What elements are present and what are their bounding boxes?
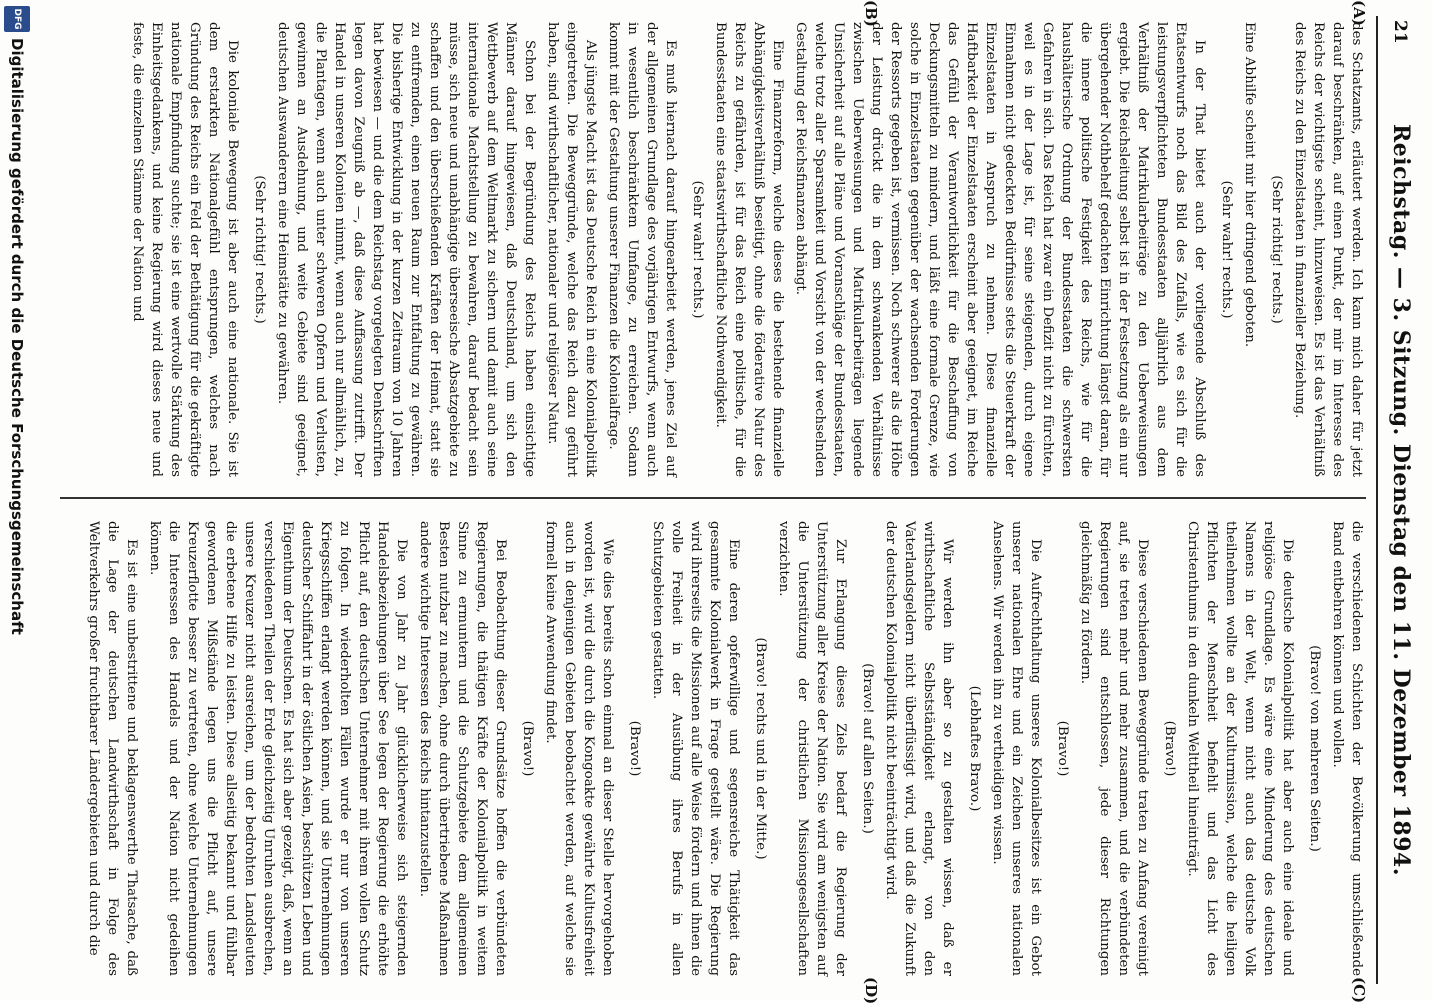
interjection: (Sehr richtig! rechts.) (252, 175, 267, 324)
paragraph: Als jüngste Macht ist das Deutsche Reich in eine Kolonialpolitik eingetreten. Die Beweggründe, welche das Reich dazu geführt haben, sind wirthschaftlicher, nationaler und religiöser Natur. (545, 22, 598, 477)
interjection: (Bravo! von mehreren Seiten.) (1307, 645, 1322, 852)
margin-mark-b: (B) (862, 0, 880, 27)
interjection: (Bravo!) (627, 720, 642, 777)
paragraph: Schon bei der Begründung des Reichs haben einsichtige Männer darauf hingewiesen, daß Deutschland, um sich den Wettbewerb auf dem Weltmarkt zu sichern und damit auch seine internationale Machtstellung zu bewahren, darauf bedacht sein müsse, sich neue und unabhängige überseeische Absatzgebiete zu schaffen und den überschießenden Kräften der Heimat, statt sie zu entfremden, einen neuen Raum zur Entfaltung zu gewähren. Die bisherige Entwicklung in der kurzen Zeitraum von 10 Jahren hat bewiesen — und die dem Reichstag vorgelegten Denkschriften legen davon Zeugniß ab —, daß diese Auffassung zutrifft. Der Handel in unseren Kolonien nimmt, wenn auch nur allmählich, zu, die Plantagen, wenn auch unter schweren Opfern und Verlusten, gewinnen an Ausdehnung, und weite Gebiete sind geeignet, deutschen Auswanderern eine Heimstätte zu gewähren. (275, 22, 537, 477)
paragraph: Die deutsche Kolonialpolitik hat aber auch eine ideale und religiöse Grundlage. Es wäre eine Minderung des deutschen Namens in der Welt, wenn nicht auch das deutsche Volk theilnehmen wollte an der Kulturmission, welche die heiligen Pflichten der Menschheit befiehlt und das Licht des Christenthums in den dunkeln Welttheil hineinträgt. (1185, 521, 1295, 976)
page-header (1374, 0, 1432, 1000)
margin-mark-c: (C) (1350, 977, 1368, 1004)
header-rule (1376, 16, 1378, 984)
interjection: (Sehr wahr! rechts.) (1219, 180, 1234, 319)
paragraph: Es muß hiernach darauf hingearbeitet werden, jenes Ziel auf der allgemeinen Grundlage des vorjährigen Entwurfs, wenn auch in wesentlich beschränktem Umfange, zu erreichen. Sodann kommt mit der Gestaltung unserer Finanzen die Kolonialfrage. (606, 22, 678, 477)
paragraph: Die koloniale Bewegung ist aber auch eine nationale. Sie ist dem erstarkten Nationalgefühl entsprungen, welches nach Gründung des Reichs ein Feld der Bethätigung für die gekräftigte nationale Empfindung suchte; sie ist eine wertvolle Stärkung des Einheitsgedankens, und keine Regierung wird dieses neue und feste, die einzelnen Stämme der Nation und (130, 22, 240, 477)
interjection: (Bravo!) (1162, 720, 1177, 777)
margin-mark-d: (D) (862, 977, 880, 1004)
paragraph: In der That bietet auch der vorliegende Abschluß des Etatsentwurfs noch das Bild des Zufalls, wie es sich für die leistungsverpflichteten Bundesstaaten alljährlich aus dem Verhältniß der Matrikularbeiträge zu den Ueberweisungen ergiebt. Die Reichsleitung selbst ist in der Festsetzung als ein nur übergehender Nothbehelf gedachten Einrichtung längst daran, für die innere politische Festigkeit des Reichs, wie für die haushälterische Ordnung der Bundesstaaten die schwersten Gefahren in sich. Das Reich hat zwar ein Defizit nicht zu fürchten, weil es in der Lage ist, für seine steigenden, durch eigene Einnahmen nicht gedeckten Bedürfnisse stets die Steuerkraft der Einzelstaaten in Anspruch zu nehmen. Diese finanzielle Haftbarkeit der Einzelstaaten erscheint aber geeignet, im Reiche das Gefühl der Verantwortlichkeit für die Beschaffung von Deckungsmitteln zu mindern, und läßt eine formale Grenze, wie solche in Einzelstaaten gegenüber der wachsenden Forderungen der Ressorts gegeben ist, vermissen. Noch schwerer als die Höhe der Leistung drückt die in dem schwankenden Verhältnisse zwischen Ueberweisungen und Matrikularbeiträgen liegende Unsicherheit auf alle Pläne und Voranschläge der Bundesstaaten, welche trotz aller Sparsamkeit und Vorsicht von der wechselnden Gestaltung der Reichsfinanzen abhängt. (793, 22, 1207, 478)
paragraph: des Schatzamts, erläutert werden. Ich kann mich daher für jetzt darauf beschränken, auf einen Punkt, der mir im Interesse des Reichs der wichtigste scheint, hinzuweisen. Es ist das Verhältniß des Reichs zu den Einzelstaaten in finanzieller Beziehung. (1292, 22, 1364, 477)
interjection: (Sehr wahr! rechts.) (690, 180, 705, 319)
page-footer (0, 0, 34, 1000)
dfg-logo: DFG (4, 6, 30, 32)
interjection: (Bravo! rechts und in der Mitte.) (753, 637, 768, 860)
paragraph: Zur Erlangung dieses Ziels bedarf die Regierung der Unterstützung aller Kreise der Nation. Sie wird am wenigsten auf die Unterstützung der christlichen Missionsgesellschaften verzichten. (776, 521, 848, 976)
page-title: Reichstag. — 3. Sitzung. Dienstag den 11. Dezember 1894. (1388, 123, 1414, 876)
footer-credit: Digitalisierung gefördert durch die Deutsche Forschungsgemeinschaft (8, 38, 26, 635)
interjection: (Bravo!) (1055, 720, 1070, 777)
margin-mark-a: (A) (1350, 0, 1368, 26)
paragraph: Eine Abhilfe scheint mir hier dringend geboten. (1242, 22, 1257, 348)
paragraph: Wie dies bereits schon einmal an dieser Stelle hervorgehoben worden ist, wird die durch die Kongoakte gewährte Kultusfreiheit auch in denjenigen Gebieten beobachtet werden, auf welche sie formell keine Anwendung findet. (543, 521, 615, 976)
interjection: (Sehr richtig! rechts.) (1269, 175, 1284, 324)
paragraph: die verschiedenen Schichten der Bevölkerung umschließende Band entbehren können und wollen. (1330, 521, 1364, 976)
interjection: (Lebhaftes Bravo.) (967, 685, 982, 812)
interjection: (Bravo!) (520, 720, 535, 777)
column-divider (60, 497, 1366, 499)
right-column (80, 521, 1366, 976)
page-number: 21 (1390, 20, 1410, 44)
paragraph: Diese verschiedenen Beweggründe traten zu Anfang vereinigt auf, sie treten mehr und mehr zusammen, und die verbündeten Regierungen sind entschlossen, jede dieser Richtungen gleichmäßig zu fördern. (1078, 521, 1150, 976)
left-column (124, 22, 1366, 477)
paragraph: Eine deren opferwillige und segensreiche Thätigkeit das gesammte Kolonialwerk in Frage gestellt wäre. Die Regierung wird ihrerseits die Missionen auf alle Weise fördern und ihnen die volle Freiheit in der Ausübung ihres Berufs in allen Schutzgebieten gestatten. (650, 521, 741, 976)
paragraph: Es ist eine unbestrittene und beklagenswerthe Thatsache, daß die Lage der deutschen Landwirthschaft in Folge des Weltverkehrs großer fruchtbarer Ländergebieten und durch die (86, 521, 139, 976)
paragraph: Die von Jahr zu Jahr glücklicherweise sich steigernden Handelsbeziehungen über See legen der Regierung die erhöhte Pflicht auf, den deutschen Unternehmer mit ihrem vollen Schutz zu folgen. In wiederholten Fällen wurde er nur von unseren Kriegsschiffen erlangt werden können, und sie Unternehmungen deutscher Schiffahrt in der östlichen Asien, beschützen Leben und Eigenthum der Deutschen. Es hat sich aber gezeigt, daß, wenn an verschiedenen Theilen der Erde gleichzeitig Unruhen ausbrechen, unsere Kreuzer nicht ausreichen, um der bedrohten Landsleuten die erbetene Hilfe zu leisten. Diese allseitig bekannt und fühlbar gewordenen Mißstände legen uns die Pflicht auf, unsere Kreuzerflotte besser zu vertreten, ohne welche Unternehmungen die Interessen des Handels und der Nation nicht gedeihen können. (147, 521, 409, 976)
paragraph: Die Aufrechthaltung unseres Kolonialbesitzes ist ein Gebot unserer nationalen Ehre und ein Zeichen unseres nationalen Ansehens. Wir werden ihn zu vertheidigen wissen. (990, 521, 1043, 976)
paragraph: Bei Beobachtung dieser Grundsätze hoffen die verbündeten Regierungen, die thätigen Kräfte der Kolonialpolitik in weitem Sinne zu ermuntern und die Schutzgebiete dem allgemeinen Besten nutzbar zu machen, ohne durch übertriebene Maßnahmen andere wichtige Interessen des Reichs hintanzustellen. (417, 521, 508, 976)
paragraph: Eine Finanzreform, welche dieses die bestehende finanzielle Abhängigkeitsverhältniß beseitigt, ohne die föderative Natur des Reichs zu gefährden, ist für das Reich eine politische, für die Bundesstaaten eine staatswirthschaftliche Nothwendigkeit. (713, 22, 785, 477)
paragraph: Wir werden ihn aber so zu gestalten wissen, daß er wirthschaftliche Selbstständigkeit erlangt, von den Vaterlandsgeldern nicht überflüssigt wird, und daß die Zukunft der deutschen Kolonialpolitik nicht beeinträchtigt wird. (883, 521, 955, 976)
interjection: (Bravo! auf allen Seiten.) (860, 663, 875, 834)
